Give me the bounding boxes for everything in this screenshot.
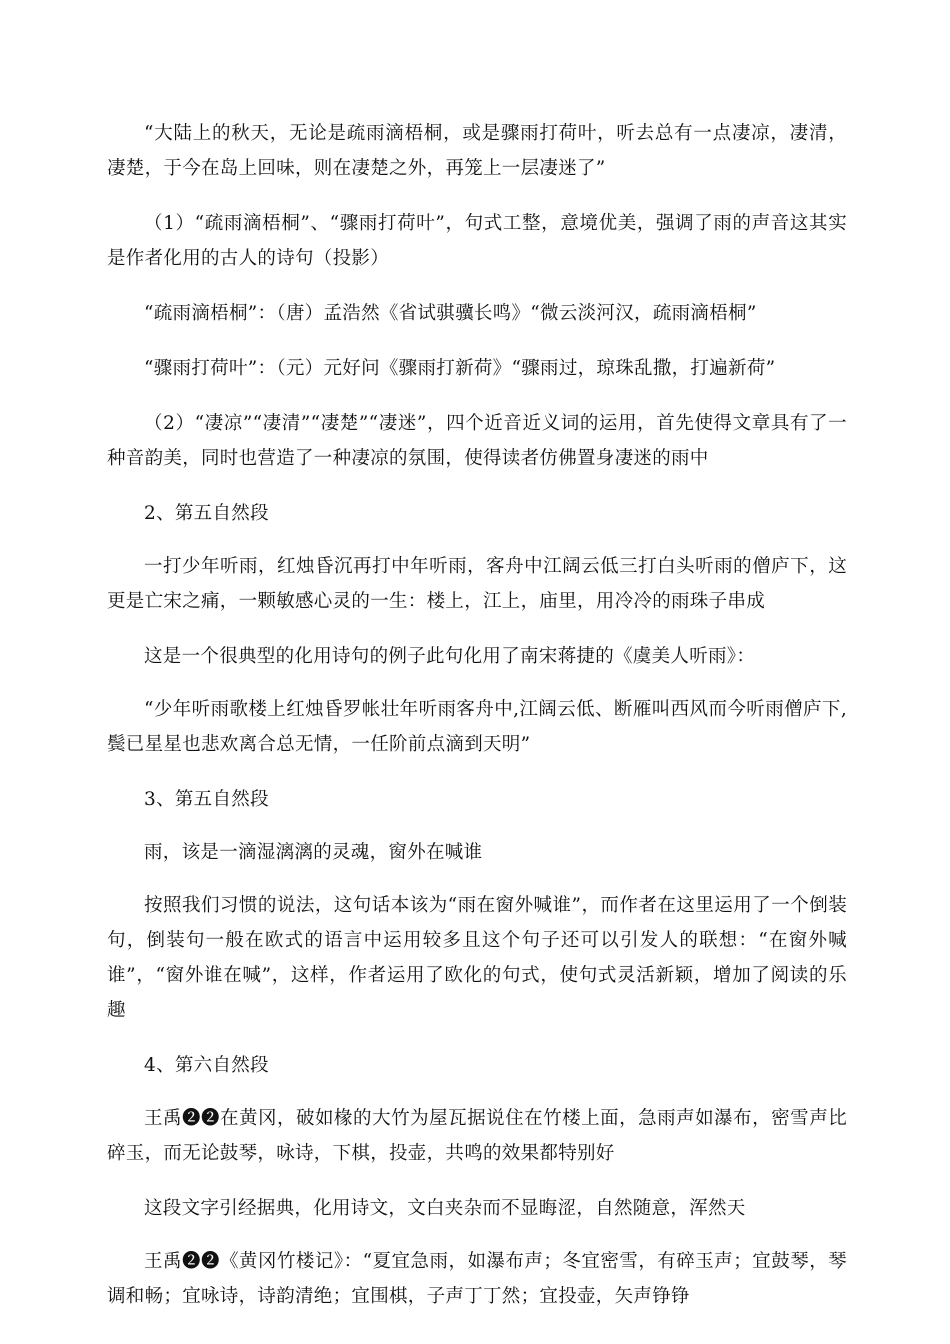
analysis-paragraph-2: （2）“凄凉”“凄清”“凄楚”“凄迷”，四个近音近义词的运用，首先使得文章具有了一种音韵美，同时也营造了一种凄凉的氛围，使得读者仿佛置身凄迷的雨中: [107, 413, 847, 469]
section-heading-3: 3、第五自然段: [144, 789, 269, 810]
section-heading-2: 2、第五自然段: [144, 503, 269, 524]
text-paragraph-huanggang: 王禹❷❷在黄冈，破如椽的大竹为屋瓦据说住在竹楼上面，急雨声如瀑布，密雪声比碎玉，而无论鼓琴，咏诗，下棋，投壶，共鸣的效果都特别好: [107, 1108, 847, 1164]
analysis-paragraph-inversion: 按照我们习惯的说法，这句话本该为“雨在窗外喊谁”，而作者在这里运用了一个倒装句，倒装句一般在欧式的语言中运用较多且这个句子还可以引发人的联想：“在窗外喊谁”，“窗外谁在喊”，这样，作者运用了欧化的句式，使句式灵活新颖，增加了阅读的乐趣: [107, 895, 847, 1021]
quote-paragraph-yumeiren: “少年听雨歌楼上红烛昏罗帐壮年听雨客舟中,江阔云低、断雁叫西风而今听雨僧庐下,鬓已星星也悲欢离合总无情，一任阶前点滴到天明”: [107, 699, 847, 755]
section-heading-4: 4、第六自然段: [144, 1055, 269, 1076]
text-paragraph-window: 雨，该是一滴湿漓漓的灵魂，窗外在喊谁: [144, 842, 483, 863]
quote-paragraph: “大陆上的秋天，无论是疏雨滴梧桐，或是骤雨打荷叶，听去总有一点凄凉，凄清，凄楚，于今在岛上回味，则在凄楚之外，再笼上一层凄迷了”: [107, 123, 847, 179]
document-page: [107, 116, 847, 1334]
quote-paragraph-bamboo-tower: 王禹❷❷《黄冈竹楼记》：“夏宜急雨，如瀑布声；冬宜密雪，有碎玉声；宜鼓琴，琴调和畅；宜咏诗，诗韵清绝；宜围棋，子声丁丁然；宜投壶，矢声铮铮: [107, 1251, 847, 1307]
text-paragraph-listening-rain: 一打少年听雨，红烛昏沉再打中年听雨，客舟中江阔云低三打白头听雨的僧庐下，这更是亡宋之痛，一颗敏感心灵的一生：楼上，江上，庙里，用冷冷的雨珠子串成: [107, 556, 847, 612]
analysis-paragraph-allusion: 这段文字引经据典，化用诗文，文白夹杂而不显晦涩，自然随意，浑然天: [144, 1198, 746, 1219]
analysis-paragraph-jiangjie: 这是一个很典型的化用诗句的例子此句化用了南宋蒋捷的《虞美人听雨》：: [144, 646, 756, 667]
source-paragraph-meng: “疏雨滴梧桐”：（唐）孟浩然《省试骐骥长鸣》“微云淡河汉，疏雨滴梧桐”: [144, 303, 757, 324]
source-paragraph-yuan: “骤雨打荷叶”：（元）元好问《骤雨打新荷》“骤雨过，琼珠乱撒，打遍新荷”: [144, 358, 776, 379]
analysis-paragraph-1: （1）“疏雨滴梧桐”、“骤雨打荷叶”，句式工整，意境优美，强调了雨的声音这其实是作者化用的古人的诗句（投影）: [107, 213, 847, 269]
